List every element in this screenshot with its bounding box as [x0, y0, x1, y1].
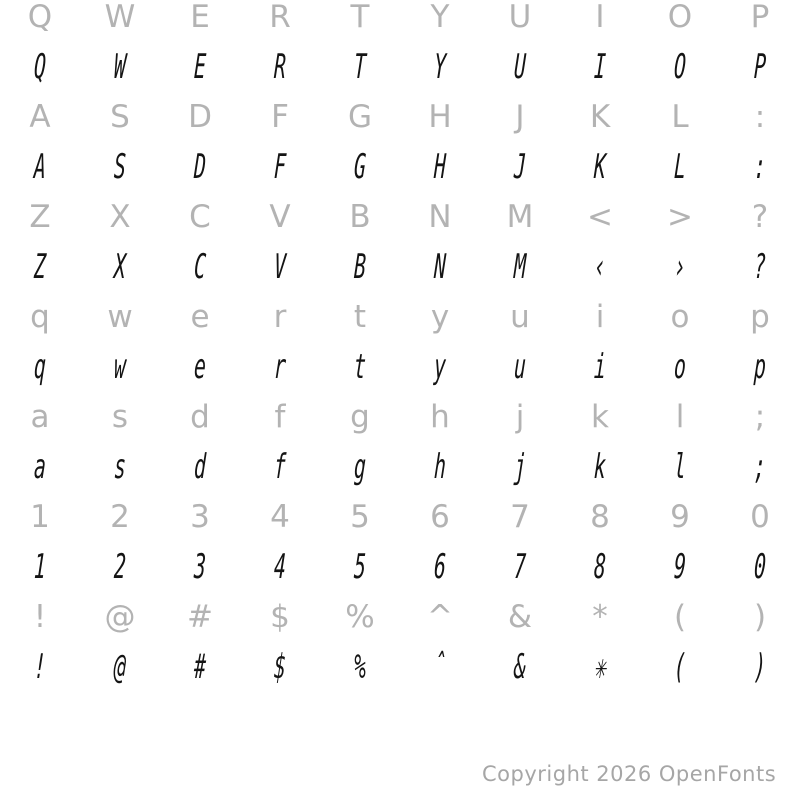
glyph-cell: : — [754, 99, 766, 135]
char-row-specimen-14 — [0, 642, 800, 692]
glyph-cell: 7 — [513, 547, 527, 587]
glyph-cell: ( — [673, 647, 687, 687]
glyph-cell: w — [113, 347, 127, 387]
glyph-cell: J — [515, 99, 525, 135]
glyph-cell: ˆ — [433, 647, 447, 687]
glyph-cell: r — [273, 299, 287, 335]
glyph-cell: o — [670, 299, 690, 335]
glyph-cell: C — [189, 199, 211, 235]
glyph-cell: 6 — [433, 547, 447, 587]
glyph-cell: R — [273, 47, 287, 87]
glyph-cell: a — [30, 399, 50, 435]
glyph-cell: l — [673, 447, 687, 487]
glyph-cell: W — [113, 47, 127, 87]
glyph-cell: * — [592, 599, 608, 635]
glyph-cell: e — [190, 299, 210, 335]
char-row-reference-9 — [0, 392, 800, 442]
glyph-cell: ; — [753, 447, 767, 487]
glyph-cell: ‹ — [593, 247, 607, 287]
glyph-cell: t — [353, 347, 367, 387]
glyph-cell: 1 — [33, 547, 47, 587]
glyph-cell: V — [273, 247, 287, 287]
glyph-cell: H — [428, 99, 452, 135]
glyph-cell: L — [673, 147, 687, 187]
glyph-cell: > — [667, 199, 693, 235]
glyph-cell: & — [507, 599, 533, 635]
glyph-cell: q — [33, 347, 47, 387]
glyph-cell: u — [510, 299, 530, 335]
glyph-cell: ? — [751, 199, 769, 235]
glyph-cell: u — [513, 347, 527, 387]
char-row-reference-3 — [0, 92, 800, 142]
glyph-cell: # — [187, 599, 213, 635]
glyph-cell: y — [430, 299, 450, 335]
glyph-cell: % — [353, 647, 367, 687]
glyph-cell: f — [274, 399, 286, 435]
glyph-cell: d — [193, 447, 207, 487]
glyph-cell: S — [113, 147, 127, 187]
glyph-cell: ) — [753, 599, 767, 635]
glyph-cell: I — [595, 0, 605, 35]
glyph-cell: 9 — [670, 499, 690, 535]
glyph-cell: % — [345, 599, 375, 635]
glyph-cell: Q — [27, 0, 53, 35]
glyph-cell: ^ — [427, 599, 453, 635]
glyph-cell: e — [193, 347, 207, 387]
glyph-cell: T — [353, 47, 367, 87]
char-row-reference-11 — [0, 492, 800, 542]
glyph-cell: 8 — [590, 499, 610, 535]
glyph-cell: C — [193, 247, 207, 287]
glyph-cell: B — [353, 247, 367, 287]
glyph-cell: G — [353, 147, 367, 187]
glyph-cell: k — [591, 399, 609, 435]
glyph-cell: i — [593, 347, 607, 387]
glyph-cell: y — [433, 347, 447, 387]
glyph-cell: F — [273, 147, 287, 187]
glyph-cell: ! — [33, 647, 47, 687]
glyph-cell: V — [269, 199, 291, 235]
glyph-cell: X — [113, 247, 127, 287]
glyph-cell: O — [667, 0, 693, 35]
glyph-cell: j — [513, 447, 527, 487]
glyph-cell: 0 — [753, 547, 767, 587]
glyph-cell: ) — [753, 647, 767, 687]
glyph-cell: K — [593, 147, 607, 187]
glyph-cell: 9 — [673, 547, 687, 587]
glyph-cell: 8 — [593, 547, 607, 587]
char-row-specimen-4 — [0, 142, 800, 192]
glyph-cell: t — [353, 299, 367, 335]
glyph-cell: ✳ — [593, 647, 607, 687]
glyph-cell: › — [673, 247, 687, 287]
glyph-cell: 2 — [113, 547, 127, 587]
glyph-cell: A — [29, 99, 51, 135]
glyph-cell: ( — [673, 599, 687, 635]
glyph-cell: M — [506, 199, 534, 235]
glyph-cell: I — [593, 47, 607, 87]
glyph-cell: p — [753, 347, 767, 387]
glyph-cell: M — [513, 247, 527, 287]
char-row-specimen-10 — [0, 442, 800, 492]
char-row-specimen-2 — [0, 42, 800, 92]
copyright-text: Copyright 2026 OpenFonts — [482, 762, 777, 786]
glyph-cell: E — [193, 47, 207, 87]
glyph-cell: l — [675, 399, 685, 435]
glyph-cell: ! — [33, 599, 47, 635]
glyph-cell: Q — [33, 47, 47, 87]
glyph-cell: i — [595, 299, 605, 335]
glyph-cell: P — [750, 0, 770, 35]
char-row-reference-7 — [0, 292, 800, 342]
glyph-cell: @ — [113, 647, 127, 687]
glyph-cell: ; — [754, 399, 766, 435]
glyph-cell: p — [750, 299, 770, 335]
glyph-cell: 5 — [353, 547, 367, 587]
glyph-cell: B — [349, 199, 371, 235]
char-row-reference-5 — [0, 192, 800, 242]
glyph-cell: F — [271, 99, 289, 135]
glyph-cell: d — [190, 399, 210, 435]
glyph-cell: 3 — [190, 499, 210, 535]
glyph-cell: Y — [433, 47, 447, 87]
char-row-reference-1 — [0, 0, 800, 42]
glyph-cell: W — [104, 0, 136, 35]
glyph-cell: U — [513, 47, 527, 87]
glyph-cell: 7 — [510, 499, 530, 535]
glyph-cell: D — [193, 147, 207, 187]
glyph-cell: 1 — [30, 499, 50, 535]
glyph-cell: Z — [29, 199, 51, 235]
char-row-specimen-8 — [0, 342, 800, 392]
glyph-cell: O — [673, 47, 687, 87]
glyph-cell: P — [753, 47, 767, 87]
glyph-cell: E — [190, 0, 210, 35]
glyph-cell: g — [350, 399, 370, 435]
glyph-cell: g — [353, 447, 367, 487]
glyph-cell: U — [508, 0, 532, 35]
glyph-cell: X — [109, 199, 131, 235]
glyph-cell: # — [193, 647, 207, 687]
glyph-cell: $ — [273, 647, 287, 687]
glyph-cell: A — [33, 147, 47, 187]
char-row-reference-13 — [0, 592, 800, 642]
glyph-cell: h — [430, 399, 450, 435]
glyph-cell: G — [347, 99, 373, 135]
char-row-specimen-12 — [0, 542, 800, 592]
glyph-cell: < — [587, 199, 613, 235]
glyph-cell: o — [673, 347, 687, 387]
glyph-cell: w — [107, 299, 133, 335]
glyph-cell: 4 — [273, 547, 287, 587]
glyph-cell: f — [273, 447, 287, 487]
glyph-cell: 2 — [110, 499, 130, 535]
glyph-cell: Y — [430, 0, 450, 35]
glyph-cell: r — [273, 347, 287, 387]
glyph-cell: H — [433, 147, 447, 187]
glyph-cell: q — [30, 299, 50, 335]
glyph-cell: ? — [753, 247, 767, 287]
glyph-cell: k — [593, 447, 607, 487]
char-row-specimen-6 — [0, 242, 800, 292]
glyph-cell: N — [433, 247, 447, 287]
glyph-cell: D — [188, 99, 212, 135]
glyph-cell: N — [428, 199, 452, 235]
glyph-cell: s — [113, 447, 127, 487]
glyph-cell: T — [350, 0, 370, 35]
glyph-cell: : — [753, 147, 767, 187]
glyph-cell: s — [111, 399, 129, 435]
glyph-cell: Z — [33, 247, 47, 287]
glyph-cell: & — [513, 647, 527, 687]
glyph-cell: a — [33, 447, 47, 487]
glyph-cell: J — [513, 147, 527, 187]
glyph-cell: 3 — [193, 547, 207, 587]
glyph-cell: j — [515, 399, 525, 435]
glyph-cell: $ — [270, 599, 290, 635]
glyph-cell: 4 — [270, 499, 290, 535]
glyph-cell: R — [269, 0, 291, 35]
glyph-cell: 0 — [750, 499, 770, 535]
glyph-cell: K — [589, 99, 611, 135]
glyph-cell: 5 — [350, 499, 370, 535]
glyph-cell: S — [110, 99, 130, 135]
glyph-cell: L — [671, 99, 689, 135]
glyph-cell: 6 — [430, 499, 450, 535]
glyph-cell: h — [433, 447, 447, 487]
glyph-cell: @ — [104, 599, 136, 635]
